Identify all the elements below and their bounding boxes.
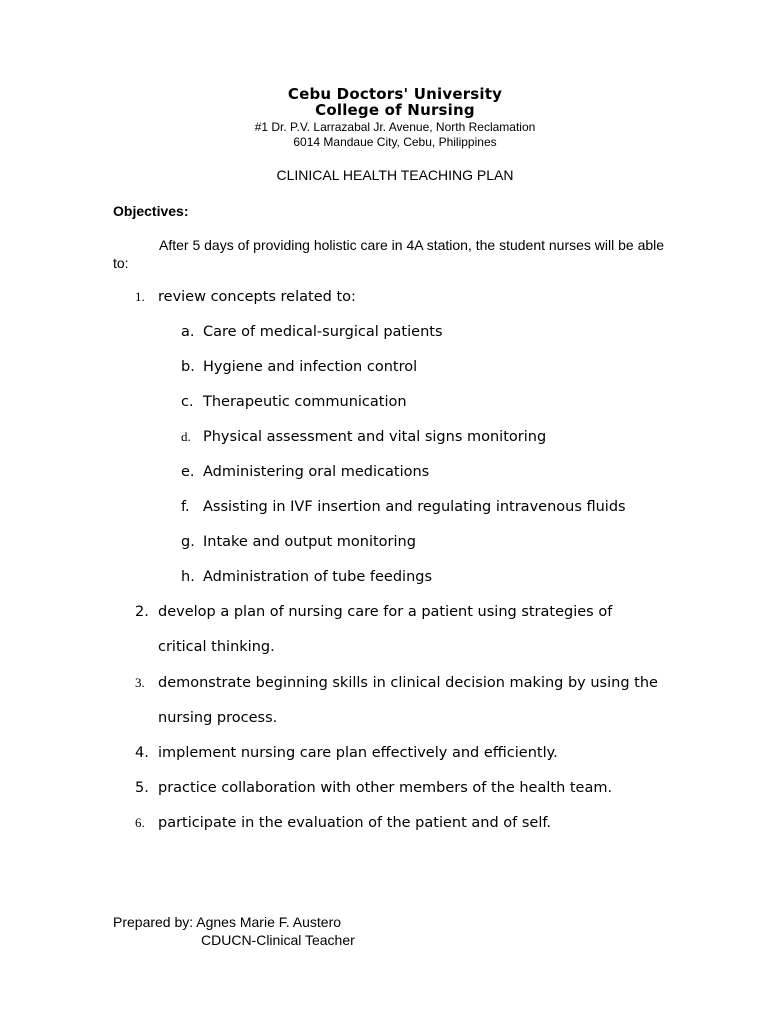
list-letter: g. xyxy=(181,534,195,550)
list-item-text: Care of medical-surgical patients xyxy=(203,324,443,340)
list-item-text: Intake and output monitoring xyxy=(203,534,416,550)
prepared-by: Prepared by: Agnes Marie F. Austero xyxy=(113,914,342,930)
address-line-1: #1 Dr. P.V. Larrazabal Jr. Avenue, North Reclamation xyxy=(254,120,536,134)
list-item-text: demonstrate beginning skills in clinical decision making by using the xyxy=(158,675,658,691)
list-item-text: Therapeutic communication xyxy=(203,394,407,410)
list-item-text: Assisting in IVF insertion and regulating intravenous fluids xyxy=(203,499,626,515)
list-item-text: implement nursing care plan effectively and efficiently. xyxy=(158,745,558,761)
list-item-text: participate in the evaluation of the patient and of self. xyxy=(158,815,552,831)
list-letter: d. xyxy=(181,429,191,444)
list-item-text: nursing process. xyxy=(158,710,278,726)
list-number: 4. xyxy=(135,745,149,761)
objectives-heading: Objectives: xyxy=(113,203,189,219)
list-item-text: Administering oral medications xyxy=(203,464,430,480)
list-number: 3. xyxy=(135,675,145,690)
objectives-intro: After 5 days of providing holistic care in 4A station, the student nurses will be able to: xyxy=(113,237,665,271)
list-item-text: critical thinking. xyxy=(158,639,275,655)
list-number: 2. xyxy=(135,604,149,620)
list-item-text: Hygiene and infection control xyxy=(203,359,418,375)
list-item-text: Administration of tube feedings xyxy=(203,569,433,585)
list-item-text: Physical assessment and vital signs monitoring xyxy=(203,429,547,445)
list-letter: e. xyxy=(181,464,195,480)
university-name: Cebu Doctors' University xyxy=(287,85,503,103)
list-letter: h. xyxy=(181,569,195,585)
document-title: CLINICAL HEALTH TEACHING PLAN xyxy=(276,167,514,183)
letterhead xyxy=(0,86,768,150)
list-item-text: review concepts related to: xyxy=(158,289,356,305)
preparer-role: CDUCN-Clinical Teacher xyxy=(201,932,355,948)
list-letter: b. xyxy=(181,359,195,375)
list-number: 1. xyxy=(135,289,145,304)
list-letter: a. xyxy=(181,324,195,340)
list-item-text: practice collaboration with other members of the health team. xyxy=(158,780,613,796)
list-number: 6. xyxy=(135,815,145,830)
list-number: 5. xyxy=(135,780,149,796)
list-item-text: develop a plan of nursing care for a patient using strategies of xyxy=(158,604,613,620)
list-letter: f. xyxy=(181,499,190,515)
college-name: College of Nursing xyxy=(315,101,475,119)
list-letter: c. xyxy=(181,394,194,410)
address-line-2: 6014 Mandaue City, Cebu, Philippines xyxy=(293,135,497,149)
